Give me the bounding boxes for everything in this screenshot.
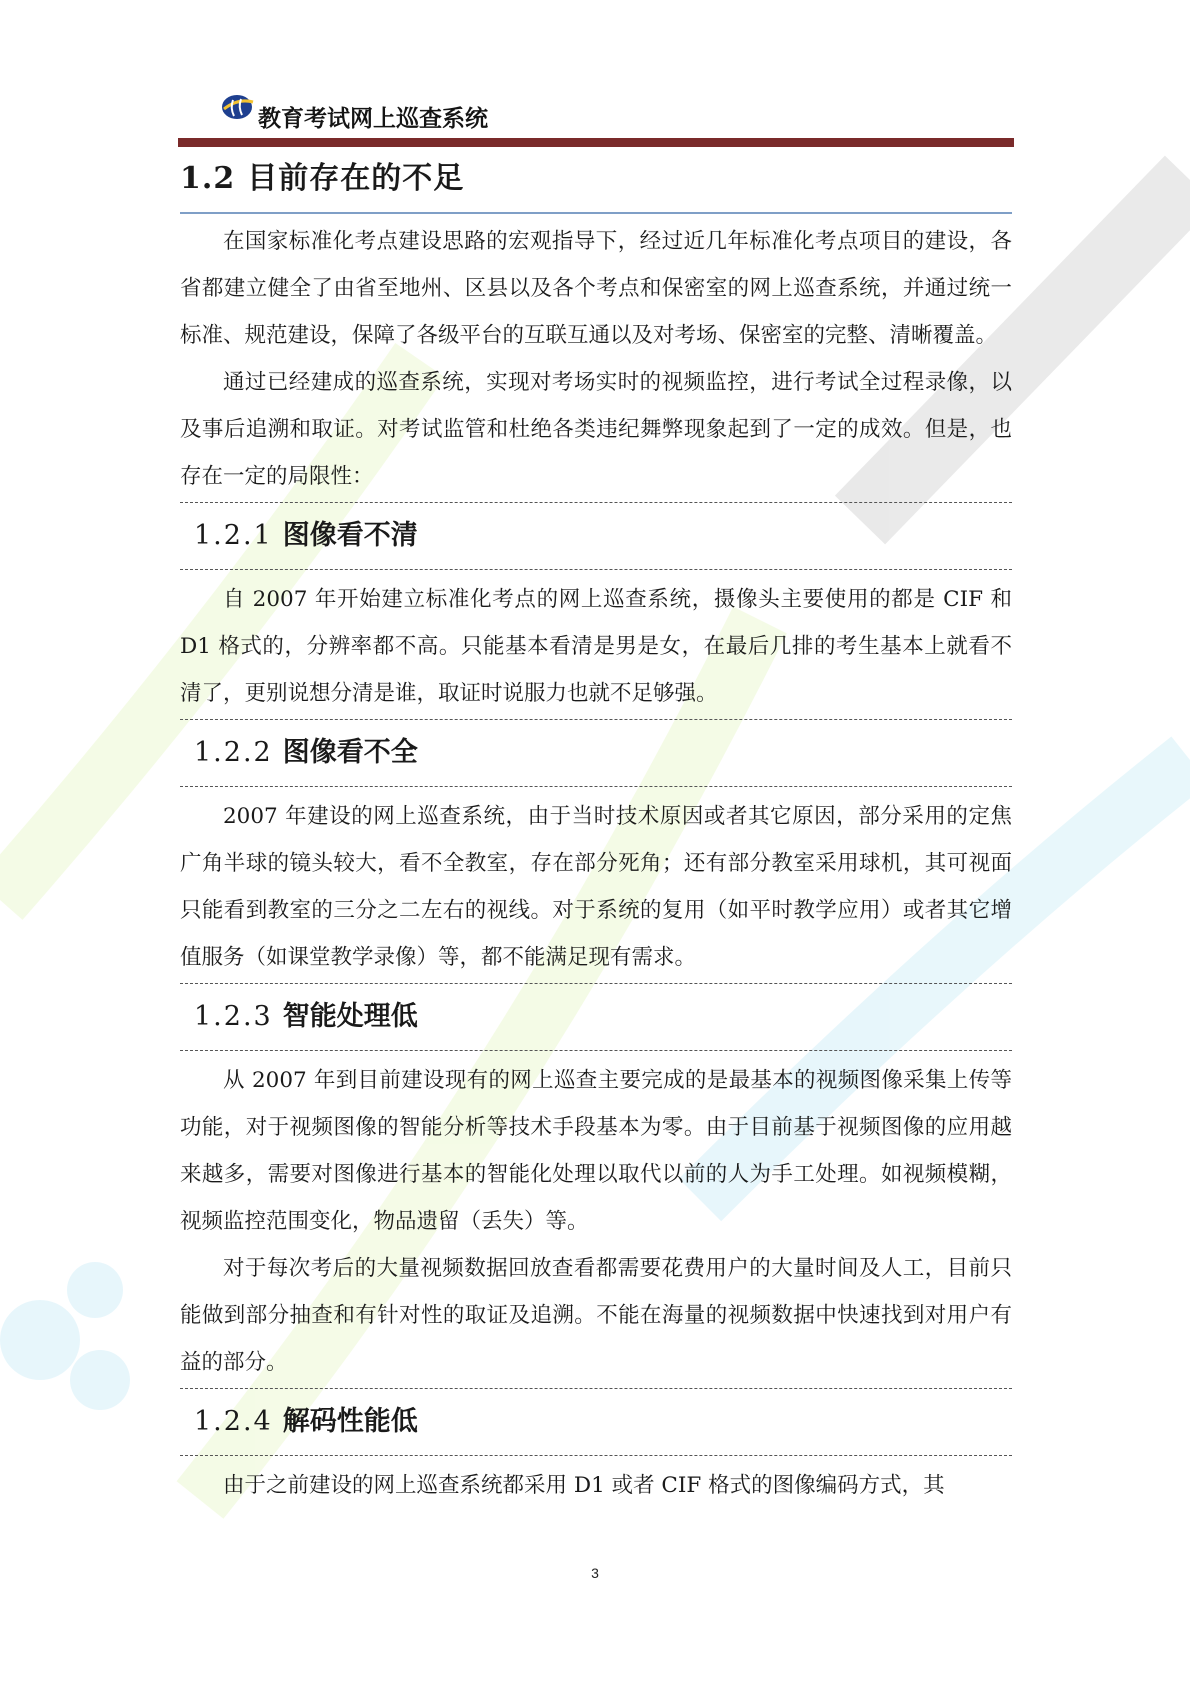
paragraph: 2007 年建设的网上巡查系统，由于当时技术原因或者其它原因，部分采用的定焦广角半球的镜头较大，看不全教室，存在部分死角；还有部分教室采用球机，其可视面只能看到教室的三分之二左右的视线。对于系统的复用（如平时教学应用）或者其它增值服务（如课堂教学录像）等，都不能满足现有需求。	[180, 804, 1012, 970]
subsection-number: 1.2.1	[194, 520, 273, 551]
subsection-number: 1.2.2	[194, 737, 273, 768]
document-body	[180, 150, 1012, 1509]
paragraph: 由于之前建设的网上巡查系统都采用 D1 或者 CIF 格式的图像编码方式，其	[223, 1473, 945, 1498]
subsection-heading	[180, 1388, 1012, 1456]
paragraph: 对于每次考后的大量视频数据回放查看都需要花费用户的大量时间及人工，目前只能做到部分抽查和有针对性的取证及追溯。不能在海量的视频数据中快速找到对用户有益的部分。	[180, 1256, 1012, 1375]
section-title: 目前存在的不足	[247, 161, 465, 196]
header-title: 教育考试网上巡查系统	[258, 106, 488, 132]
header-block	[178, 84, 1014, 140]
subsection-number: 1.2.4	[194, 1406, 273, 1437]
subsection-title: 智能处理低	[282, 1001, 418, 1032]
subsection-heading	[180, 502, 1012, 570]
paragraph: 从 2007 年到目前建设现有的网上巡查主要完成的是最基本的视频图像采集上传等功能，对于视频图像的智能分析等技术手段基本为零。由于目前基于视频图像的应用越来越多，需要对图像进行基本的智能化处理以取代以前的人为手工处理。如视频模糊，视频监控范围变化，物品遗留（丢失）等。	[180, 1068, 1012, 1234]
paragraph: 自 2007 年开始建立标准化考点的网上巡查系统，摄像头主要使用的都是 CIF 和 D1 格式的，分辨率都不高。只能基本看清是男是女，在最后几排的考生基本上就看不清了，更别说想分清是谁，取证时说服力也就不足够强。	[180, 587, 1012, 706]
globe-logo-icon	[220, 92, 256, 122]
section-number: 1.2	[180, 161, 236, 196]
subsection-title: 图像看不清	[282, 520, 418, 551]
subsection-title: 图像看不全	[282, 737, 418, 768]
paragraph: 在国家标准化考点建设思路的宏观指导下，经过近几年标准化考点项目的建设，各省都建立健全了由省至地州、区县以及各个考点和保密室的网上巡查系统，并通过统一标准、规范建设，保障了各级平台的互联互通以及对考场、保密室的完整、清晰覆盖。	[180, 229, 1012, 348]
subsection-heading	[180, 983, 1012, 1051]
subsection-heading	[180, 719, 1012, 787]
header-rule	[178, 138, 1014, 147]
paragraph: 通过已经建成的巡查系统，实现对考场实时的视频监控，进行考试全过程录像，以及事后追溯和取证。对考试监管和杜绝各类违纪舞弊现象起到了一定的成效。但是，也存在一定的局限性：	[180, 370, 1012, 489]
subsection-number: 1.2.3	[194, 1001, 273, 1032]
page-number: 3	[591, 1565, 599, 1581]
subsection-title: 解码性能低	[282, 1406, 418, 1437]
section-heading	[180, 150, 1012, 214]
